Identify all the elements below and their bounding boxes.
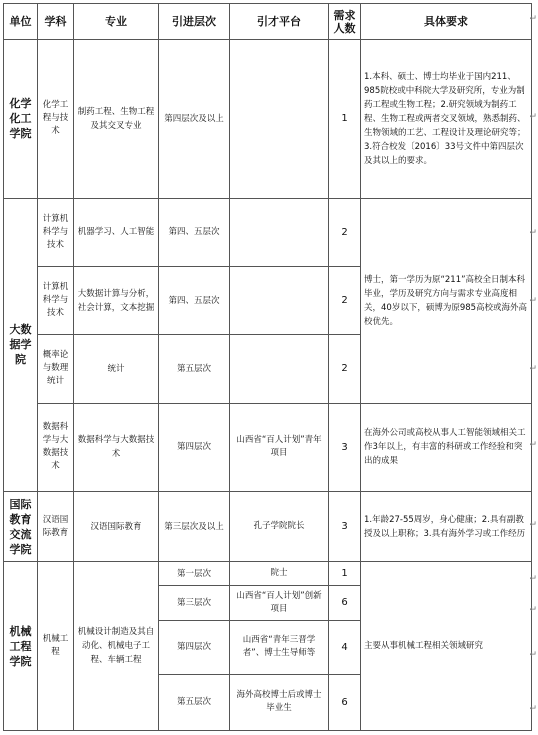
table-row: [4, 562, 532, 586]
level-cell: 第五层次: [159, 674, 230, 730]
major-cell: 机械设计制造及其自动化、机械电子工程、车辆工程: [74, 562, 159, 731]
unit-cell: 化学化工学院: [4, 40, 38, 199]
level-cell: 第五层次: [159, 335, 230, 403]
paragraph-mark-icon: ↵: [529, 112, 537, 122]
discipline-cell: 概率论与数理统计: [38, 335, 74, 403]
header-unit: 单位: [4, 4, 38, 40]
paragraph-mark-icon: ↵: [529, 574, 537, 584]
paragraph-mark-icon: ↵: [529, 650, 537, 660]
level-cell: 第四、五层次: [159, 267, 230, 335]
paragraph-mark-icon: ↵: [529, 296, 537, 306]
count-cell: 6: [329, 586, 361, 620]
paragraph-mark-icon: ↵: [529, 440, 537, 450]
platform-cell: 山西省“百人计划”青年项目: [230, 403, 329, 491]
discipline-cell: 汉语国际教育: [38, 491, 74, 561]
paragraph-mark-icon: ↵: [529, 228, 537, 238]
count-cell: 3: [329, 491, 361, 561]
platform-cell: [230, 40, 329, 199]
table-row: [4, 491, 532, 561]
platform-cell: 孔子学院院长: [230, 491, 329, 561]
count-cell: 2: [329, 267, 361, 335]
major-cell: 大数据计算与分析，社会计算，文本挖掘: [74, 267, 159, 335]
major-cell: 制药工程、生物工程及其交叉专业: [74, 40, 159, 199]
requirement-cell: 在海外公司或高校从事人工智能领域相关工作3年以上，有丰富的科研或工作经验和突出的成果: [361, 403, 532, 491]
requirement-cell: 1.本科、硕士、博士均毕业于国内211、985院校或中科院大学及研究所，专业为制药工程或生物工程；2.研究领域为制药工程、生物工程或两者交叉领域，熟悉制药、生物领域的工艺、工程设计及理论研究等；3.符合校发〔2016〕33号文件中第四层次及其以上的要求。: [361, 40, 532, 199]
header-level: 引进层次: [159, 4, 230, 40]
paragraph-mark-icon: ↵: [529, 364, 537, 374]
platform-cell: [230, 335, 329, 403]
platform-cell: 山西省“百人计划”创新项目: [230, 586, 329, 620]
level-cell: 第四层次: [159, 403, 230, 491]
count-cell: 2: [329, 335, 361, 403]
unit-cell: 大数据学院: [4, 198, 38, 491]
table-row: [4, 403, 532, 491]
requirement-cell: 1.年龄27-55周岁，身心健康；2.具有副教授及以上职称；3.具有海外学习或工作经历: [361, 491, 532, 561]
platform-cell: 海外高校博士后或博士毕业生: [230, 674, 329, 730]
major-cell: 汉语国际教育: [74, 491, 159, 561]
major-cell: 统计: [74, 335, 159, 403]
count-cell: 1: [329, 562, 361, 586]
major-cell: 机器学习、人工智能: [74, 198, 159, 266]
platform-cell: [230, 198, 329, 266]
header-platform: 引才平台: [230, 4, 329, 40]
platform-cell: [230, 267, 329, 335]
unit-cell: 机械工程学院: [4, 562, 38, 731]
count-cell: 3: [329, 403, 361, 491]
requirement-cell: 博士，第一学历为原“211”高校全日制本科毕业，学历及研究方向与需求专业高度相关，40岁以下，硕博为原985高校或海外高校优先。: [361, 198, 532, 403]
discipline-cell: 计算机科学与技术: [38, 267, 74, 335]
discipline-cell: 计算机科学与技术: [38, 198, 74, 266]
paragraph-mark-icon: ↵: [529, 704, 537, 714]
header-requirement: 具体要求: [361, 4, 532, 40]
level-cell: 第三层次及以上: [159, 491, 230, 561]
requirement-cell: 主要从事机械工程相关领域研究: [361, 562, 532, 731]
platform-cell: 院士: [230, 562, 329, 586]
level-cell: 第四、五层次: [159, 198, 230, 266]
table-row: [4, 40, 532, 199]
paragraph-mark-icon: ↵: [529, 520, 537, 530]
level-cell: 第四层次及以上: [159, 40, 230, 199]
header-row: [4, 4, 532, 40]
header-major: 专业: [74, 4, 159, 40]
platform-cell: 山西省“青年三晋学者”、博士生导师等: [230, 620, 329, 674]
major-cell: 数据科学与大数据技术: [74, 403, 159, 491]
count-cell: 1: [329, 40, 361, 199]
discipline-cell: 化学工程与技术: [38, 40, 74, 199]
count-cell: 2: [329, 198, 361, 266]
discipline-cell: 数据科学与大数据技术: [38, 403, 74, 491]
discipline-cell: 机械工程: [38, 562, 74, 731]
level-cell: 第三层次: [159, 586, 230, 620]
count-cell: 6: [329, 674, 361, 730]
header-count: 需求人数: [329, 4, 361, 40]
count-cell: 4: [329, 620, 361, 674]
level-cell: 第四层次: [159, 620, 230, 674]
paragraph-mark-icon: ↵: [529, 14, 537, 24]
paragraph-mark-icon: ↵: [529, 605, 537, 615]
table-row: [4, 198, 532, 266]
recruitment-table: [3, 3, 532, 731]
level-cell: 第一层次: [159, 562, 230, 586]
header-discipline: 学科: [38, 4, 74, 40]
unit-cell: 国际教育交流学院: [4, 491, 38, 561]
